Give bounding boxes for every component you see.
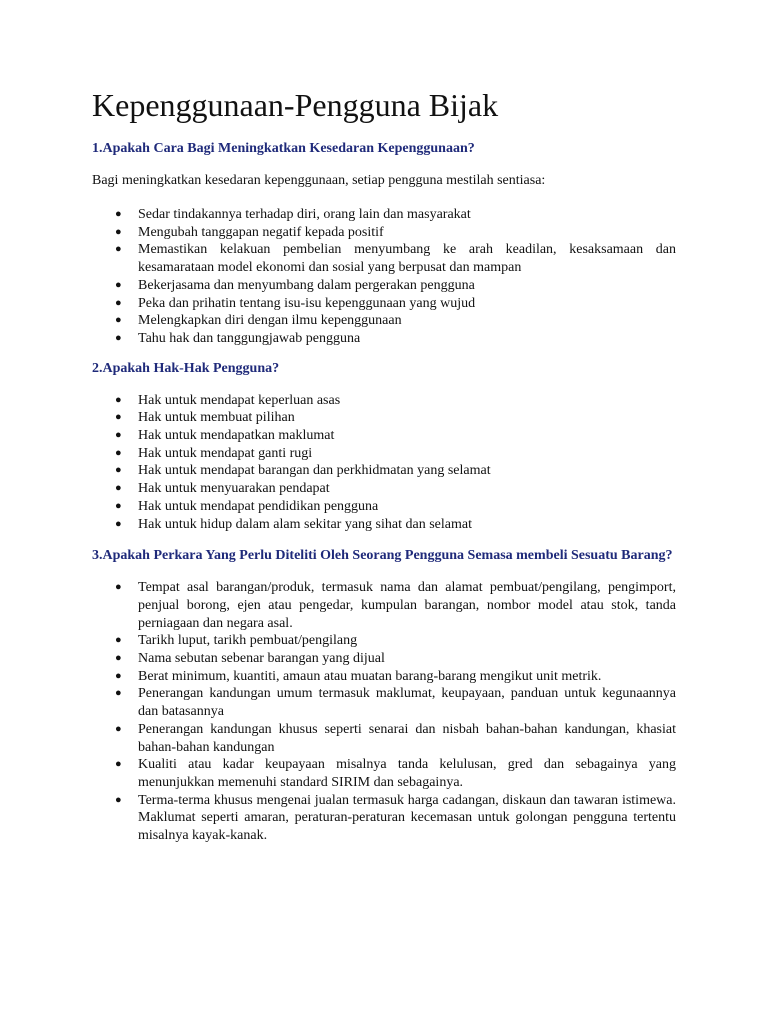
- list-item-text: Bekerjasama dan menyumbang dalam pergerakan pengguna: [138, 277, 475, 293]
- bullet-icon: ●: [115, 758, 122, 771]
- list-item: [92, 427, 676, 445]
- list-item: [92, 409, 676, 427]
- bullet-icon: ●: [115, 517, 122, 530]
- bullet-icon: ●: [115, 499, 122, 512]
- bullet-icon: ●: [115, 722, 122, 735]
- list-item: [92, 685, 676, 720]
- list-item-text: Sedar tindakannya terhadap diri, orang lain dan masyarakat: [138, 207, 471, 222]
- list-item-text: Melengkapkan diri dengan ilmu kepenggunaan: [138, 313, 402, 329]
- bullet-icon: ●: [115, 393, 122, 406]
- list-item: [92, 498, 676, 516]
- list-item-text: Hak untuk hidup dalam alam sekitar yang sihat dan selamat: [138, 516, 472, 532]
- bullet-icon: ●: [115, 446, 122, 459]
- list-item-text: Terma-terma khusus mengenai jualan termasuk harga cadangan, diskaun dan tawaran istimewa. Maklumat seperti amaran, peraturan-peraturan kecemasan untuk golongan pengguna tertentu misalnya kayak-kanak.: [138, 792, 676, 844]
- bullet-icon: ●: [115, 581, 122, 594]
- list-item: [92, 792, 676, 845]
- section-1-list: [92, 206, 676, 348]
- list-item: [92, 756, 676, 791]
- list-item: [92, 224, 676, 242]
- list-item-text: Tempat asal barangan/produk, termasuk nama dan alamat pembuat/pengilang, pengimport, penjual borong, ejen atau pengedar, kumpulan barangan, nombor model atau stok, tanda perniagaan dan negara asal.: [138, 580, 676, 631]
- section-heading-2: 2.Apakah Hak-Hak Pengguna?: [92, 360, 280, 376]
- bullet-icon: ●: [115, 793, 122, 806]
- list-item-text: Hak untuk mendapat barangan dan perkhidmatan yang selamat: [138, 463, 491, 479]
- section-2-list: [92, 392, 676, 534]
- list-item: [92, 312, 676, 330]
- list-item: [92, 330, 676, 348]
- list-item: [92, 277, 676, 295]
- document-title: Kepenggunaan-Pengguna Bijak: [92, 87, 499, 123]
- list-item: [92, 445, 676, 463]
- bullet-icon: ●: [115, 464, 122, 477]
- list-item: [92, 516, 676, 534]
- list-item: [92, 632, 676, 650]
- bullet-icon: ●: [115, 652, 122, 665]
- section-heading-1: 1.Apakah Cara Bagi Meningkatkan Kesedaran Kepenggunaan?: [92, 141, 475, 156]
- bullet-icon: ●: [115, 208, 122, 220]
- bullet-icon: ●: [115, 669, 122, 682]
- list-item-text: Memastikan kelakuan pembelian menyumbang ke arah keadilan, kesaksamaan dan kesamarataan model ekonomi dan sosial yang berpusat dan mampan: [138, 242, 676, 276]
- bullet-icon: ●: [115, 331, 122, 344]
- list-item-text: Berat minimum, kuantiti, amaun atau muatan barang-barang mengikut unit metrik.: [138, 668, 602, 684]
- list-item-text: Hak untuk mendapat ganti rugi: [138, 445, 313, 461]
- list-item-text: Hak untuk mendapatkan maklumat: [138, 428, 335, 444]
- list-item-text: Hak untuk mendapat keperluan asas: [138, 392, 341, 408]
- bullet-icon: ●: [115, 243, 122, 256]
- list-item: [92, 462, 676, 480]
- list-item-text: Tahu hak dan tanggungjawab pengguna: [138, 330, 361, 346]
- list-item-text: Tarikh luput, tarikh pembuat/pengilang: [138, 633, 358, 649]
- list-item: [92, 721, 676, 756]
- list-item: [92, 480, 676, 498]
- list-item-text: Hak untuk menyuarakan pendapat: [138, 481, 330, 497]
- list-item: [92, 295, 676, 313]
- list-item-text: Mengubah tanggapan negatif kepada positif: [138, 224, 384, 240]
- list-item-text: Penerangan kandungan khusus seperti senarai dan nisbah bahan-bahan kandungan, khasiat bahan-bahan kandungan: [138, 721, 676, 755]
- bullet-icon: ●: [115, 429, 122, 442]
- list-item-text: Nama sebutan sebenar barangan yang dijual: [138, 651, 385, 667]
- bullet-icon: ●: [115, 411, 122, 424]
- list-item: [92, 579, 676, 632]
- list-item: [92, 650, 676, 668]
- list-item-text: Hak untuk membuat pilihan: [138, 410, 295, 426]
- bullet-icon: ●: [115, 296, 122, 309]
- section-1-intro: Bagi meningkatkan kesedaran kepenggunaan, setiap pengguna mestilah sentiasa:: [92, 173, 546, 188]
- list-item: [92, 668, 676, 686]
- section-heading-3: 3.Apakah Perkara Yang Perlu Diteliti Oleh Seorang Pengguna Semasa membeli Sesuatu Barang?: [92, 548, 673, 564]
- list-item: [92, 241, 676, 276]
- section-3-list: [92, 579, 676, 845]
- list-item: [92, 206, 676, 224]
- bullet-icon: ●: [115, 314, 122, 327]
- bullet-icon: ●: [115, 687, 122, 700]
- list-item: [92, 392, 676, 410]
- bullet-icon: ●: [115, 482, 122, 495]
- bullet-icon: ●: [115, 634, 122, 647]
- list-item-text: Kualiti atau kadar keupayaan misalnya tanda kelulusan, gred dan sebagainya yang menunjukkan memenuhi standard SIRIM dan sebagainya.: [138, 757, 676, 790]
- bullet-icon: ●: [115, 278, 122, 291]
- list-item-text: Hak untuk mendapat pendidikan pengguna: [138, 498, 379, 514]
- list-item-text: Peka dan prihatin tentang isu-isu kepenggunaan yang wujud: [138, 295, 476, 311]
- list-item-text: Penerangan kandungan umum termasuk maklumat, keupayaan, panduan untuk kegunaannya dan batasannya: [138, 686, 676, 720]
- bullet-icon: ●: [115, 225, 122, 238]
